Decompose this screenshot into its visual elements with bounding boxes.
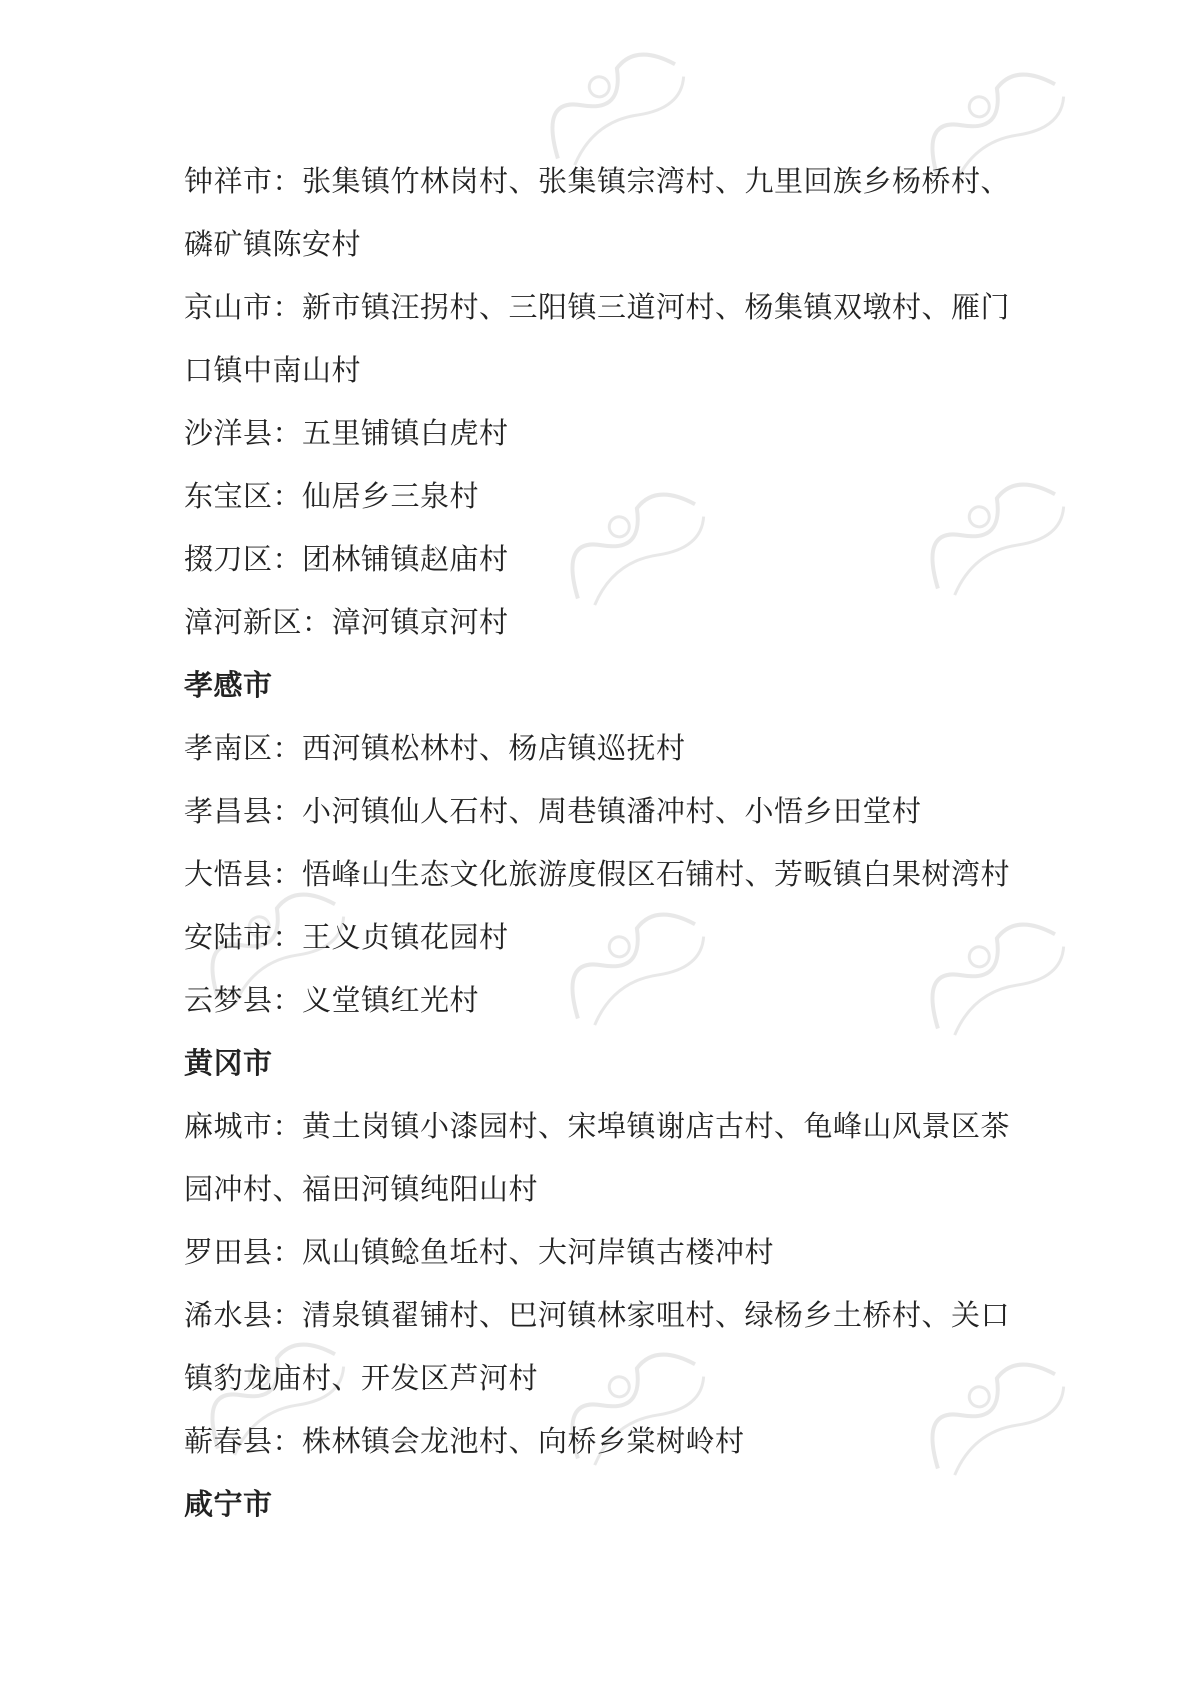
text-line: 东宝区：仙居乡三泉村 (184, 479, 480, 513)
text-line: 口镇中南山村 (184, 353, 362, 387)
text-line: 安陆市：王义贞镇花园村 (184, 920, 509, 954)
text-line: 掇刀区：团林铺镇赵庙村 (184, 542, 509, 576)
text-line: 罗田县：凤山镇鲶鱼坵村、大河岸镇古楼冲村 (184, 1235, 775, 1269)
text-line: 漳河新区：漳河镇京河村 (184, 605, 509, 639)
city-heading: 咸宁市 (184, 1487, 273, 1521)
text-line: 钟祥市：张集镇竹林岗村、张集镇宗湾村、九里回族乡杨桥村、 (184, 164, 1011, 198)
text-line: 孝南区：西河镇松林村、杨店镇巡抚村 (184, 731, 686, 765)
document-body (184, 150, 1044, 1536)
text-line: 云梦县：义堂镇红光村 (184, 983, 480, 1017)
text-line: 孝昌县：小河镇仙人石村、周巷镇潘冲村、小悟乡田堂村 (184, 794, 922, 828)
text-line: 园冲村、福田河镇纯阳山村 (184, 1172, 539, 1206)
text-line: 镇豹龙庙村、开发区芦河村 (184, 1361, 539, 1395)
text-line: 麻城市：黄土岗镇小漆园村、宋埠镇谢店古村、龟峰山风景区茶 (184, 1109, 1011, 1143)
text-line: 沙洋县：五里铺镇白虎村 (184, 416, 509, 450)
text-line: 蕲春县：株林镇会龙池村、向桥乡棠树岭村 (184, 1424, 745, 1458)
text-line: 磷矿镇陈安村 (184, 227, 362, 261)
city-heading: 孝感市 (184, 668, 273, 702)
text-line: 浠水县：清泉镇翟铺村、巴河镇林家咀村、绿杨乡土桥村、关口 (184, 1298, 1011, 1332)
text-line: 京山市：新市镇汪拐村、三阳镇三道河村、杨集镇双墩村、雁门 (184, 290, 1011, 324)
city-heading: 黄冈市 (184, 1046, 273, 1080)
text-line: 大悟县：悟峰山生态文化旅游度假区石铺村、芳畈镇白果树湾村 (184, 857, 1011, 891)
